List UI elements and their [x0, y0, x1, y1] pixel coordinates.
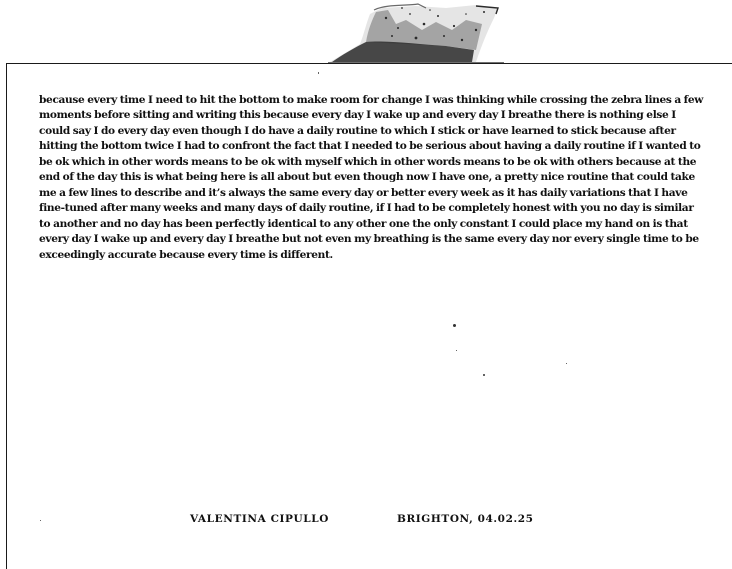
ink-speck: [453, 324, 456, 327]
ink-speck: [566, 363, 567, 364]
signature-name: VALENTINA CIPULLO: [190, 513, 330, 525]
letter-body-text: because every time I need to hit the bottom to make room for change I was thinking while crossing the zebra lines a few moments before sitting and writing this because every day I wake up and every day I breathe there is nothing else I could say I do every day even though I do have a daily routine to which I stick or have learned to stick because after hitting the bottom twice I had to confront the fact that I needed to be serious about having a daily routine if I wanted to be ok which in other words means to be ok with myself which in other words means to be ok with others because at the end of the day this is what being here is all about but even though now I have one, a pretty nice routine that could take me a few lines to describe and it’s always the same every day or better every week as it has daily variations that I have fine-tuned after many weeks and many days of daily routine, if I had to be completely honest with you no day is similar to another and no day has been perfectly identical to any other one the only constant I could place my hand on is that every day I wake up and every day I breathe but not even my breathing is the same every day nor every single time to be exceedingly accurate because every time is different.: [39, 94, 704, 261]
left-border-line: [6, 63, 7, 569]
ink-speck: [318, 72, 319, 74]
signature-place-date: BRIGHTON, 04.02.25: [397, 513, 534, 525]
ink-speck: [40, 520, 41, 521]
ink-speck: [456, 350, 457, 351]
ink-speck: [483, 374, 485, 376]
torn-stamp-mark: [326, 0, 506, 66]
